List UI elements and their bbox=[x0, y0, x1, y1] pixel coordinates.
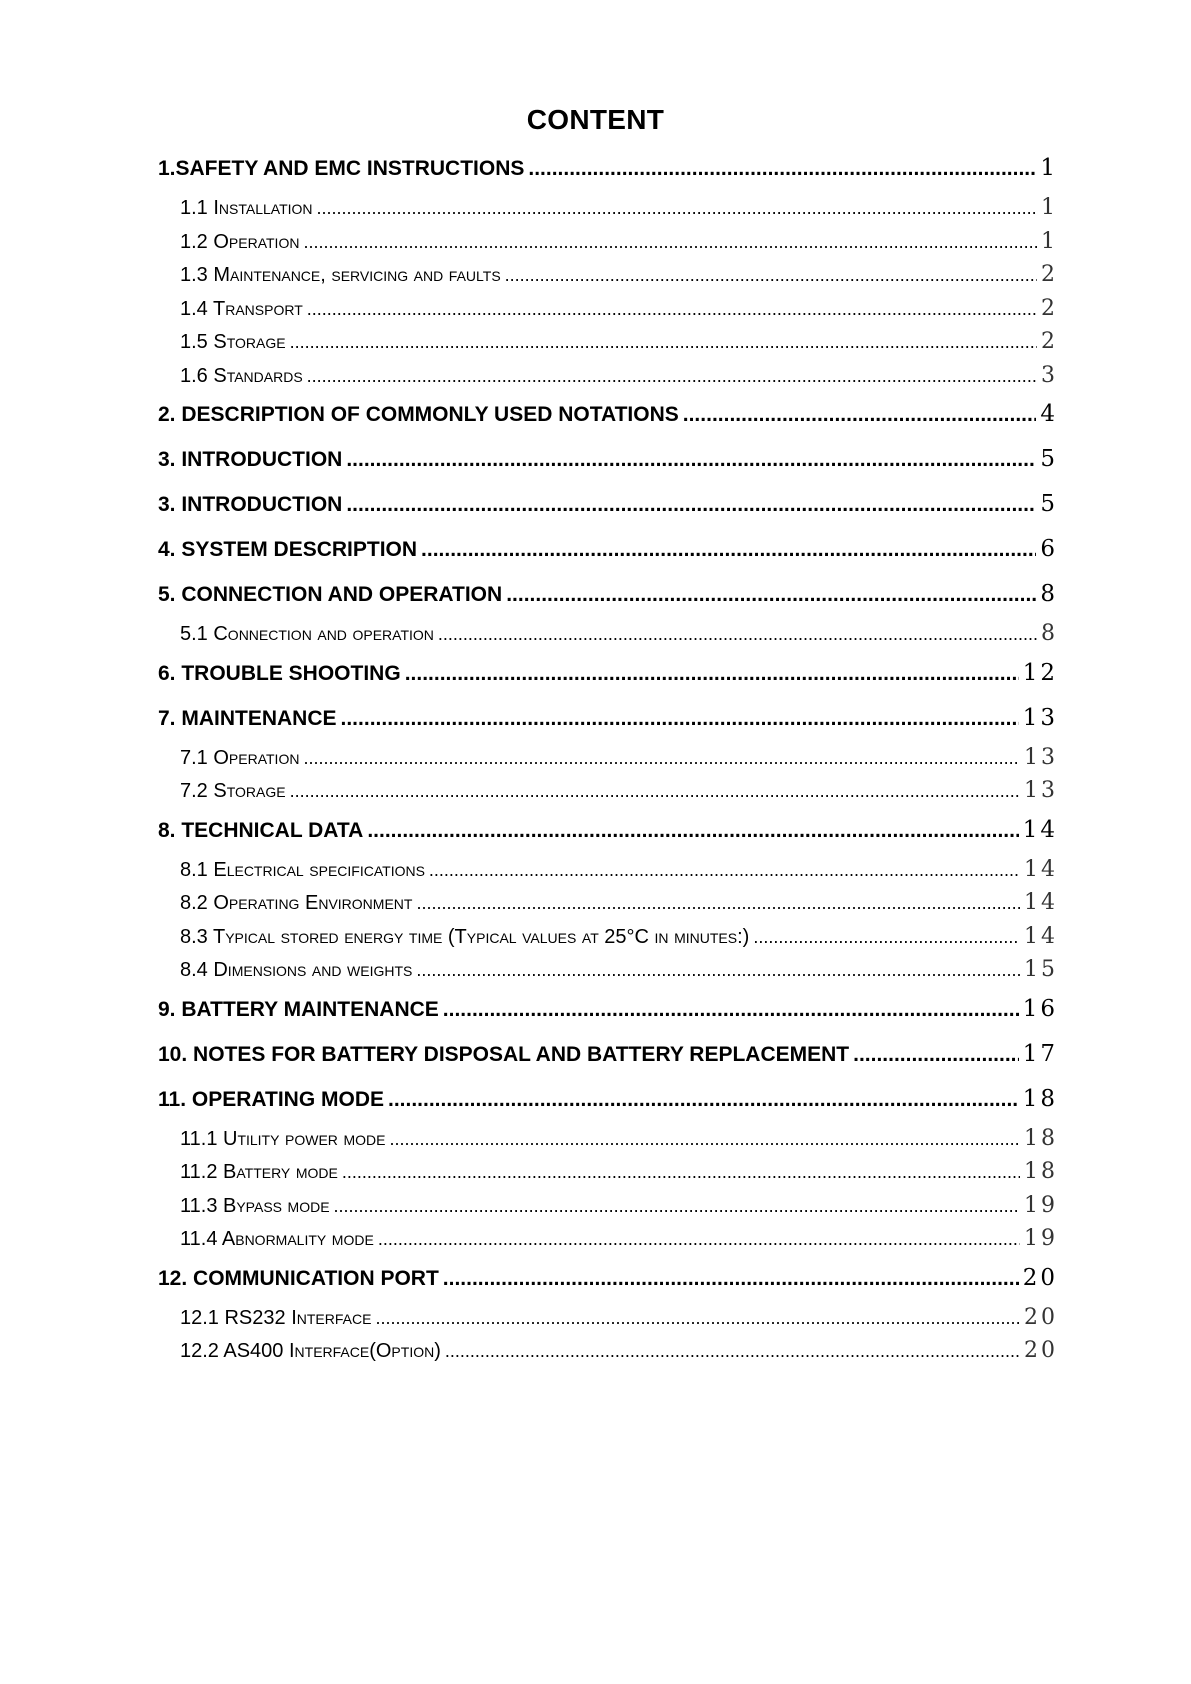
dot-leader bbox=[307, 360, 1037, 394]
dot-leader bbox=[303, 226, 1037, 260]
toc-entry-page: 8 bbox=[1040, 581, 1058, 607]
dot-leader bbox=[443, 1256, 1019, 1301]
toc-entry-page: 14 bbox=[1024, 923, 1058, 949]
toc-entry-page: 17 bbox=[1022, 1040, 1058, 1067]
toc-entry[interactable] bbox=[158, 1189, 1058, 1223]
toc-entry-label: 1.2 Operation bbox=[180, 230, 300, 253]
toc-entry-label: 7.1 Operation bbox=[180, 746, 300, 769]
toc-entry[interactable] bbox=[158, 1301, 1058, 1335]
toc-entry[interactable] bbox=[158, 953, 1058, 987]
toc-entry[interactable] bbox=[158, 1032, 1058, 1077]
toc-entry-label: 11.4 Abnormality mode bbox=[180, 1228, 374, 1250]
toc-entry-label: 1.5 Storage bbox=[180, 331, 286, 353]
toc-entry[interactable] bbox=[158, 1155, 1058, 1189]
toc-entry[interactable] bbox=[158, 527, 1058, 572]
toc-entry-page: 4 bbox=[1040, 401, 1058, 427]
toc-entry[interactable] bbox=[158, 774, 1058, 808]
toc-entry-label: 7.2 Storage bbox=[180, 780, 286, 802]
toc-entry-label: 8.4 Dimensions and weights bbox=[180, 959, 413, 981]
toc-entry[interactable] bbox=[158, 1077, 1058, 1122]
toc-entry-label: 6. TROUBLE SHOOTING bbox=[158, 661, 401, 685]
toc-entry-label: 12.1 RS232 Interface bbox=[180, 1306, 372, 1329]
toc-entry-label: 12. COMMUNICATION PORT bbox=[158, 1266, 439, 1290]
toc-entry-page: 1 bbox=[1041, 195, 1058, 220]
dot-leader bbox=[290, 775, 1020, 809]
toc-entry-page: 2 bbox=[1041, 295, 1058, 321]
toc-entry-page: 13 bbox=[1022, 704, 1058, 731]
toc-entry-page: 2 bbox=[1041, 329, 1058, 354]
toc-entry[interactable] bbox=[158, 651, 1058, 696]
toc-entry[interactable] bbox=[158, 1334, 1058, 1368]
dot-leader bbox=[443, 987, 1019, 1032]
dot-leader bbox=[334, 1190, 1020, 1224]
toc-entry-page: 14 bbox=[1024, 890, 1058, 915]
toc-entry-label: 8. TECHNICAL DATA bbox=[158, 818, 364, 842]
dot-leader bbox=[445, 1335, 1020, 1369]
toc-entry-page: 18 bbox=[1024, 1159, 1058, 1184]
toc-entry[interactable] bbox=[158, 572, 1058, 617]
dot-leader bbox=[388, 1077, 1019, 1122]
toc-entry-page: 16 bbox=[1022, 995, 1058, 1022]
dot-leader bbox=[303, 742, 1020, 776]
dot-leader bbox=[683, 392, 1037, 437]
toc-entry-label: 2. DESCRIPTION OF COMMONLY USED NOTATIONS bbox=[158, 403, 679, 426]
toc-entry-label: 3. INTRODUCTION bbox=[158, 448, 343, 471]
toc-entry[interactable] bbox=[158, 482, 1058, 527]
toc-entry-page: 12 bbox=[1022, 659, 1058, 686]
toc-entry-page: 13 bbox=[1024, 744, 1058, 770]
toc-entry-label: 8.2 Operating Environment bbox=[180, 892, 413, 914]
dot-leader bbox=[342, 1156, 1020, 1190]
dot-leader bbox=[438, 618, 1037, 652]
toc-entry-page: 13 bbox=[1024, 778, 1058, 803]
toc-entry-label: 1.6 Standards bbox=[180, 364, 303, 387]
dot-leader bbox=[375, 1302, 1020, 1336]
toc-entry-page: 19 bbox=[1024, 1226, 1058, 1251]
dot-leader bbox=[416, 954, 1020, 988]
toc-entry[interactable] bbox=[158, 987, 1058, 1032]
toc-entry-label: 4. SYSTEM DESCRIPTION bbox=[158, 538, 418, 561]
toc-entry-label: 8.1 Electrical specifications bbox=[180, 858, 425, 881]
toc-entry[interactable] bbox=[158, 292, 1058, 326]
toc-entry-label: 12.2 AS400 Interface(Option) bbox=[180, 1340, 441, 1362]
toc-entry[interactable] bbox=[158, 1222, 1058, 1256]
toc-entry[interactable] bbox=[158, 617, 1058, 651]
toc-entry-page: 19 bbox=[1024, 1192, 1058, 1218]
toc-entry-label: 5. CONNECTION AND OPERATION bbox=[158, 583, 503, 606]
toc-entry[interactable] bbox=[158, 853, 1058, 887]
toc-entry-page: 14 bbox=[1024, 856, 1058, 882]
toc-entry[interactable] bbox=[158, 325, 1058, 359]
toc-entry-label: 1.3 Maintenance, servicing and faults bbox=[180, 264, 501, 286]
toc-entry-page: 20 bbox=[1024, 1304, 1058, 1330]
toc-entry-label: 7. MAINTENANCE bbox=[158, 706, 337, 730]
page-title: CONTENT bbox=[526, 104, 665, 135]
dot-leader bbox=[378, 1223, 1020, 1257]
dot-leader bbox=[528, 146, 1036, 191]
dot-leader bbox=[367, 808, 1018, 853]
toc-entry[interactable] bbox=[158, 1122, 1058, 1156]
dot-leader bbox=[346, 437, 1036, 482]
toc-entry-label: 11.3 Bypass mode bbox=[180, 1194, 330, 1217]
toc-entry[interactable] bbox=[158, 437, 1058, 482]
dot-leader bbox=[341, 696, 1019, 741]
toc-entry-page: 5 bbox=[1040, 446, 1058, 472]
toc-entry-page: 14 bbox=[1022, 816, 1058, 843]
dot-leader bbox=[505, 259, 1037, 293]
dot-leader bbox=[753, 921, 1020, 955]
toc-entry-page: 2 bbox=[1041, 262, 1058, 287]
dot-leader bbox=[416, 887, 1020, 921]
toc-entry-label: 10. NOTES FOR BATTERY DISPOSAL AND BATTERY REPLACEMENT bbox=[158, 1042, 850, 1066]
toc-entry-label: 3. INTRODUCTION bbox=[158, 493, 343, 516]
toc-entry-label: 9. BATTERY MAINTENANCE bbox=[158, 997, 439, 1021]
toc-entry-label: 11.1 Utility power mode bbox=[180, 1127, 386, 1150]
toc-entry-page: 15 bbox=[1024, 957, 1058, 982]
toc-entry-label: 1.1 Installation bbox=[180, 197, 313, 219]
toc-entry[interactable] bbox=[158, 225, 1058, 259]
toc-entry[interactable] bbox=[158, 392, 1058, 437]
toc-entry[interactable] bbox=[158, 886, 1058, 920]
toc-entry-page: 6 bbox=[1040, 536, 1058, 562]
toc-entry[interactable] bbox=[158, 920, 1058, 954]
toc-entry-label: 11. OPERATING MODE bbox=[158, 1087, 384, 1111]
toc-entry-page: 5 bbox=[1040, 491, 1058, 517]
dot-leader bbox=[389, 1123, 1020, 1157]
toc-entry-page: 1 bbox=[1041, 228, 1058, 254]
toc-entry-page: 20 bbox=[1022, 1264, 1058, 1291]
toc-entry-label: 8.3 Typical stored energy time (Typical values at 25°C in minutes:) bbox=[180, 925, 750, 948]
dot-leader bbox=[853, 1032, 1019, 1077]
dot-leader bbox=[405, 651, 1019, 696]
toc-entry-label: 1.SAFETY AND EMC INSTRUCTIONS bbox=[158, 157, 525, 180]
dot-leader bbox=[506, 572, 1036, 617]
toc-entry[interactable] bbox=[158, 696, 1058, 741]
toc-entry-page: 3 bbox=[1041, 362, 1058, 388]
dot-leader bbox=[421, 527, 1036, 572]
toc-entry-label: 11.2 Battery mode bbox=[180, 1161, 338, 1183]
toc-entry-page: 20 bbox=[1024, 1338, 1058, 1363]
dot-leader bbox=[307, 293, 1037, 327]
toc-entry[interactable] bbox=[158, 258, 1058, 292]
toc-entry[interactable] bbox=[158, 146, 1058, 191]
toc-entry[interactable] bbox=[158, 808, 1058, 853]
toc-entry-label: 1.4 Transport bbox=[180, 297, 303, 320]
dot-leader bbox=[346, 482, 1036, 527]
toc-entry-page: 8 bbox=[1041, 621, 1058, 646]
toc-entry[interactable] bbox=[158, 191, 1058, 225]
toc-entry-page: 18 bbox=[1024, 1125, 1058, 1151]
toc-entry-label: 5.1 Connection and operation bbox=[180, 623, 434, 645]
toc-entry[interactable] bbox=[158, 359, 1058, 393]
dot-leader bbox=[290, 326, 1037, 360]
toc-entry-page: 18 bbox=[1022, 1085, 1058, 1112]
toc-entry[interactable] bbox=[158, 741, 1058, 775]
toc-entry-page: 1 bbox=[1040, 155, 1058, 181]
table-of-contents bbox=[158, 146, 1058, 1368]
toc-entry[interactable] bbox=[158, 1256, 1058, 1301]
dot-leader bbox=[317, 192, 1037, 226]
dot-leader bbox=[429, 854, 1020, 888]
